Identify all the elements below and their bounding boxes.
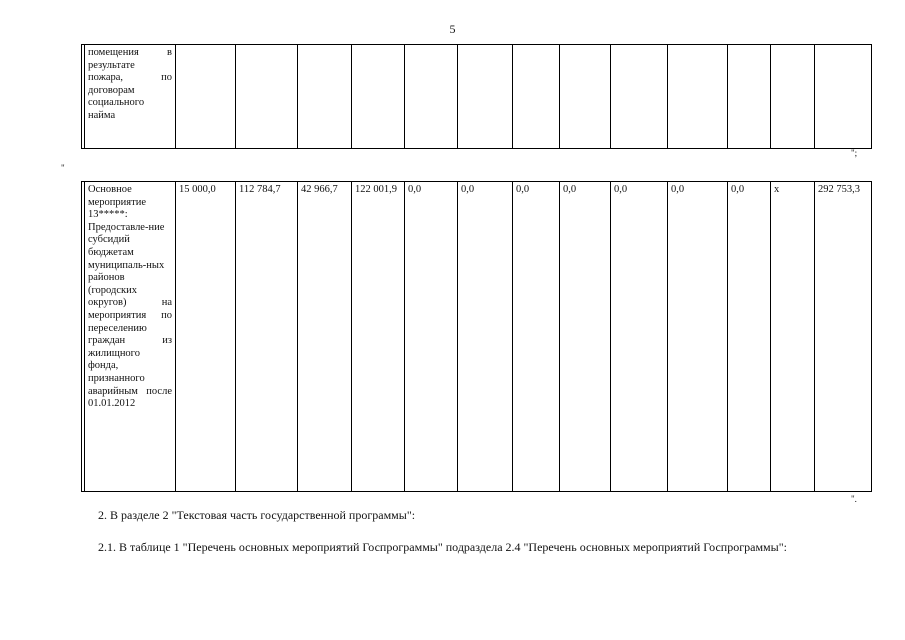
value-cell: 42 966,7 — [298, 182, 352, 492]
table-row — [82, 45, 872, 149]
closing-quote: ". — [851, 494, 857, 504]
measure-description: помещения в результате пожара, по договорам социального найма — [85, 45, 176, 149]
table-cell — [458, 45, 513, 149]
table-cell — [236, 45, 298, 149]
table-cell — [513, 45, 560, 149]
value-cell: 292 753,3 — [815, 182, 872, 492]
table-cell — [815, 45, 872, 149]
measure-description: Основное мероприятие 13*****: Предоставле-ние субсидий бюджетам муниципаль-ных районов (городских округов) на мероприятия по переселению граждан из жилищного фонда, признанного аварийным после 01.01.2012 — [85, 182, 176, 492]
table-cell — [352, 45, 405, 149]
closing-quote: "; — [851, 148, 858, 158]
table-fragment-main — [81, 181, 872, 492]
value-cell: 0,0 — [513, 182, 560, 492]
table-cell — [728, 45, 771, 149]
value-cell: 0,0 — [728, 182, 771, 492]
page-number: 5 — [449, 22, 456, 36]
value-cell: 0,0 — [560, 182, 611, 492]
table-row — [82, 182, 872, 492]
value-cell: 0,0 — [668, 182, 728, 492]
value-cell: 0,0 — [458, 182, 513, 492]
value-cell: 0,0 — [611, 182, 668, 492]
opening-quote: " — [61, 163, 65, 173]
table-cell — [298, 45, 352, 149]
table-cell — [668, 45, 728, 149]
table-cell — [560, 45, 611, 149]
value-cell: 15 000,0 — [176, 182, 236, 492]
paragraph: 2. В разделе 2 "Текстовая часть государственной программы": — [98, 508, 416, 522]
value-cell: х — [771, 182, 815, 492]
table-cell — [405, 45, 458, 149]
value-cell: 0,0 — [405, 182, 458, 492]
paragraph: 2.1. В таблице 1 "Перечень основных мероприятий Госпрограммы" подраздела 2.4 "Перечень основных мероприятий Госпрограммы": — [98, 540, 787, 554]
table-fragment-top — [81, 44, 872, 149]
value-cell: 122 001,9 — [352, 182, 405, 492]
table-cell — [611, 45, 668, 149]
table-cell — [176, 45, 236, 149]
value-cell: 112 784,7 — [236, 182, 298, 492]
table-cell — [771, 45, 815, 149]
